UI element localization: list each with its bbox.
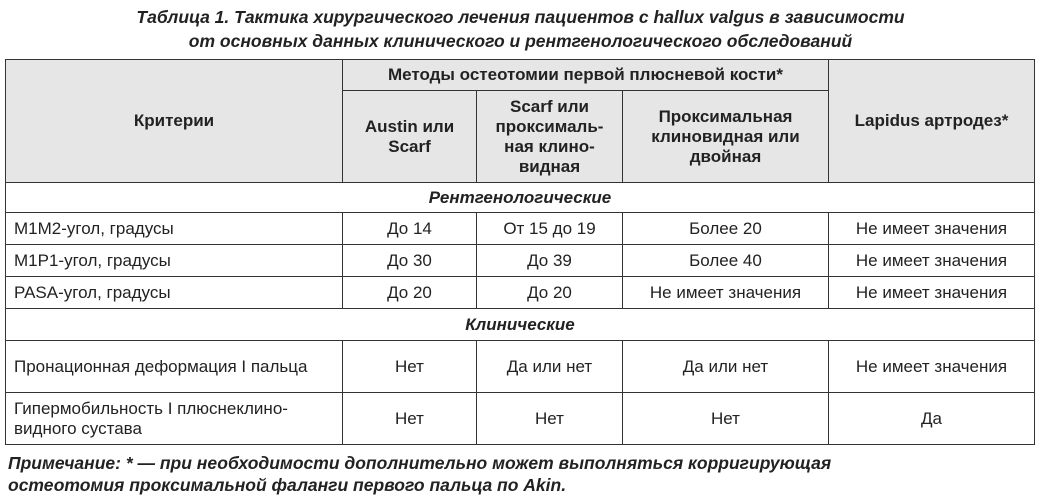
header-row-1 xyxy=(6,60,1035,91)
cell-lapidus: Не имеет значения xyxy=(829,213,1035,245)
cell-lapidus: Не имеет значения xyxy=(829,277,1035,309)
header-scarf-proximal: Scarf или проксималь-ная клино-видная xyxy=(477,91,623,183)
row-criterion: M1P1-угол, градусы xyxy=(6,245,343,277)
cell-austin: До 30 xyxy=(343,245,477,277)
header-proximal-wedge: Проксимальная клиновидная или двойная xyxy=(623,91,829,183)
cell-lapidus: Да xyxy=(829,393,1035,445)
cell-proximal: Нет xyxy=(623,393,829,445)
header-criteria: Критерии xyxy=(6,60,343,183)
table-title xyxy=(0,5,1041,53)
cell-lapidus: Не имеет значения xyxy=(829,341,1035,393)
cell-lapidus: Не имеет значения xyxy=(829,245,1035,277)
table-row xyxy=(6,341,1035,393)
cell-proximal: Более 40 xyxy=(623,245,829,277)
cell-austin: До 20 xyxy=(343,277,477,309)
table-row xyxy=(6,393,1035,445)
cell-scarf: Нет xyxy=(477,393,623,445)
table-row xyxy=(6,245,1035,277)
cell-proximal: Более 20 xyxy=(623,213,829,245)
table-title-line-1: Таблица 1. Тактика хирургического лечения пациентов с hallux valgus в зависимости xyxy=(136,7,905,27)
row-criterion: Гипермобильность I плюснеклино-видного сустава xyxy=(6,393,343,445)
section-row xyxy=(6,309,1035,341)
cell-scarf: До 39 xyxy=(477,245,623,277)
table-row xyxy=(6,277,1035,309)
row-criterion: M1M2-угол, градусы xyxy=(6,213,343,245)
table-note-line-1: Примечание: * — при необходимости дополнительно может выполняться корригирующая xyxy=(8,453,832,473)
section-title-clinical: Клинические xyxy=(6,309,1035,341)
row-criterion: Пронационная деформация I пальца xyxy=(6,341,343,393)
cell-scarf: До 20 xyxy=(477,277,623,309)
cell-austin: Нет xyxy=(343,341,477,393)
cell-proximal: Да или нет xyxy=(623,341,829,393)
table-note xyxy=(8,452,831,496)
cell-scarf: Да или нет xyxy=(477,341,623,393)
surgical-tactics-table xyxy=(5,59,1035,445)
table-note-line-2: остеотомия проксимальной фаланги первого пальца по Akin. xyxy=(8,475,567,495)
row-criterion: PASA-угол, градусы xyxy=(6,277,343,309)
table-row xyxy=(6,213,1035,245)
cell-austin: Нет xyxy=(343,393,477,445)
table-title-line-2: от основных данных клинического и рентгенологического обследований xyxy=(188,31,853,51)
section-row xyxy=(6,183,1035,213)
cell-scarf: От 15 до 19 xyxy=(477,213,623,245)
cell-proximal: Не имеет значения xyxy=(623,277,829,309)
section-title-radiological: Рентгенологические xyxy=(6,183,1035,213)
header-lapidus: Lapidus артродез* xyxy=(829,60,1035,183)
header-austin-scarf: Austin или Scarf xyxy=(343,91,477,183)
cell-austin: До 14 xyxy=(343,213,477,245)
header-osteotomy-methods: Методы остеотомии первой плюсневой кости* xyxy=(343,60,829,91)
